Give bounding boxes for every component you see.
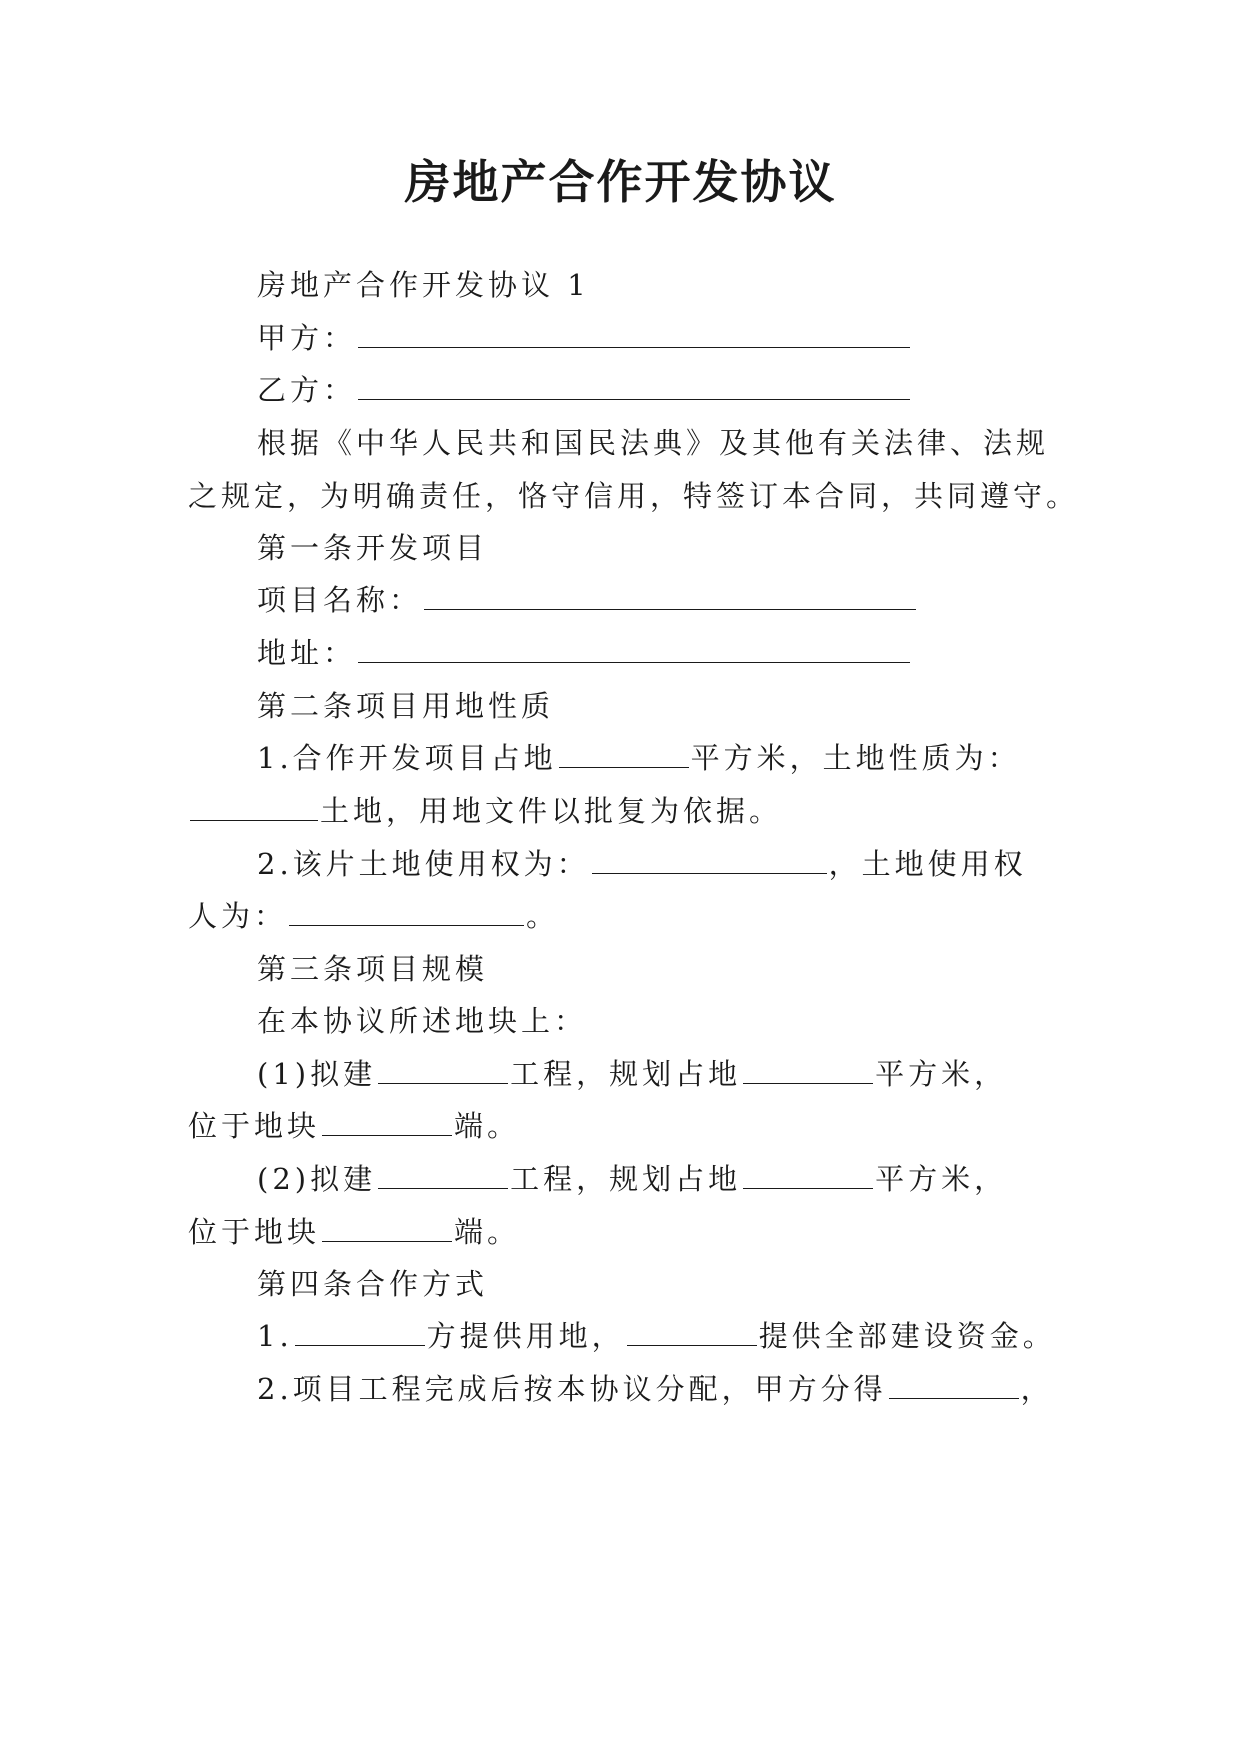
item-2-line-1: (2)拟建 工程，规划占地 平方米，	[257, 1162, 1008, 1196]
address-line: 地址：	[257, 633, 912, 673]
clause-2-2-line-1: 2.该片土地使用权为： ，土地使用权	[257, 847, 1027, 881]
address-blank	[358, 634, 910, 663]
land-provider-blank	[295, 1317, 425, 1346]
article-3-intro: 在本协议所述地块上：	[257, 1004, 588, 1038]
clause-2-1-line-2: 土地，用地文件以批复为依据。	[188, 791, 782, 831]
article-2-heading: 第二条项目用地性质	[257, 689, 555, 723]
project-name-line: 项目名称：	[257, 580, 918, 620]
article-3-heading: 第三条项目规模	[257, 952, 489, 986]
party-a-line: 甲方：	[257, 318, 912, 358]
item-1-plot-blank	[322, 1107, 452, 1136]
preamble-line-2: 之规定，为明确责任，恪守信用，特签订本合同，共同遵守。	[188, 479, 1080, 513]
clause-2-1-line-1: 1.合作开发项目占地 平方米，土地性质为：	[257, 741, 1021, 775]
area-blank	[559, 739, 689, 768]
item-2-project-blank	[378, 1160, 508, 1189]
land-right-blank	[592, 845, 827, 874]
party-b-blank	[358, 371, 910, 400]
document-title: 房地产合作开发协议	[404, 155, 837, 209]
land-type-blank	[190, 792, 318, 821]
clause-2-2-line-2: 人为： 。	[188, 899, 560, 933]
item-2-line-2: 位于地块 端。	[188, 1215, 521, 1249]
party-a-blank	[358, 319, 910, 348]
clause-4-1: 1. 方提供用地， 提供全部建设资金。	[257, 1319, 1056, 1353]
item-1-area-blank	[743, 1055, 873, 1084]
right-holder-blank	[289, 897, 524, 926]
subtitle: 房地产合作开发协议 1	[257, 268, 590, 302]
party-b-line: 乙方：	[257, 370, 912, 410]
item-1-line-1: (1)拟建 工程，规划占地 平方米，	[257, 1057, 1008, 1091]
item-1-project-blank	[378, 1055, 508, 1084]
item-1-line-2: 位于地块 端。	[188, 1109, 521, 1143]
article-1-heading: 第一条开发项目	[257, 531, 489, 565]
item-2-area-blank	[743, 1160, 873, 1189]
clause-4-2: 2.项目工程完成后按本协议分配，甲方分得 ，	[257, 1372, 1054, 1406]
preamble-line-1: 根据《中华人民共和国民法典》及其他有关法律、法规	[257, 426, 1050, 460]
fund-provider-blank	[627, 1317, 757, 1346]
article-4-heading: 第四条合作方式	[257, 1267, 489, 1301]
item-2-plot-blank	[322, 1213, 452, 1242]
party-a-share-blank	[889, 1370, 1019, 1399]
project-name-blank	[424, 581, 916, 610]
